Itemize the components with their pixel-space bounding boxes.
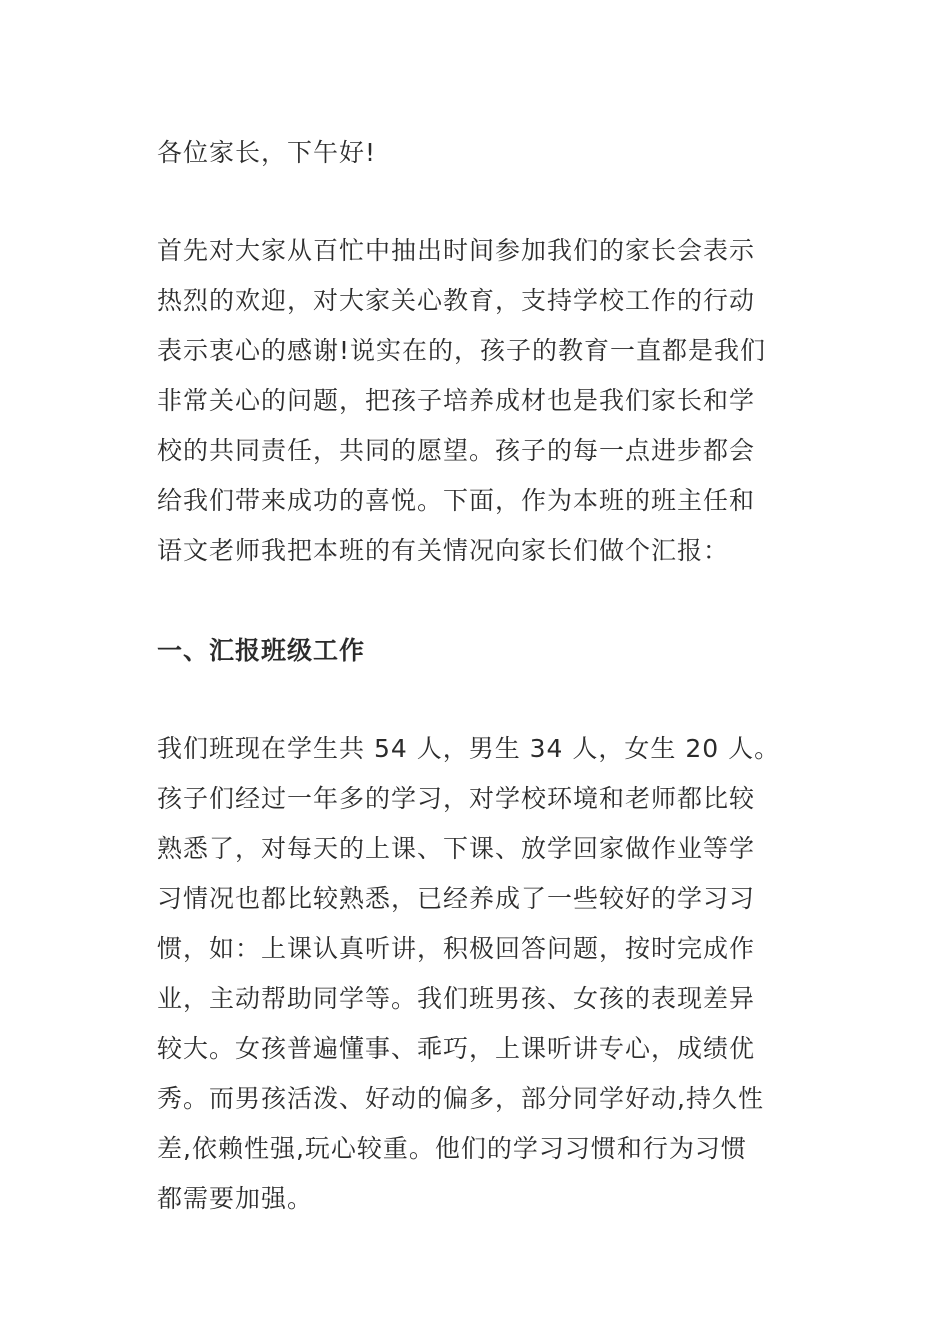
body-line: 秀。而男孩活泼、好动的偏多，部分同学好动,持久性 (157, 1084, 764, 1113)
body-line: 习情况也都比较熟悉，已经养成了一些较好的学习习 (157, 884, 756, 913)
intro-line: 热烈的欢迎，对大家关心教育，支持学校工作的行动 (157, 286, 756, 315)
intro-line: 首先对大家从百忙中抽出时间参加我们的家长会表示 (157, 236, 756, 265)
intro-line: 表示衷心的感谢!说实在的，孩子的教育一直都是我们 (157, 336, 767, 365)
body-line: 我们班现在学生共 54 人，男生 34 人，女生 20 人。 (157, 734, 781, 763)
intro-paragraph (157, 226, 797, 576)
intro-line: 语文老师我把本班的有关情况向家长们做个汇报： (157, 536, 730, 565)
document-page (157, 128, 797, 1224)
body-line: 业，主动帮助同学等。我们班男孩、女孩的表现差异 (157, 984, 756, 1013)
body-line: 差,依赖性强,玩心较重。他们的学习习惯和行为习惯 (157, 1134, 747, 1163)
intro-line: 给我们带来成功的喜悦。下面，作为本班的班主任和 (157, 486, 756, 515)
body-line: 都需要加强。 (157, 1184, 314, 1213)
intro-line: 校的共同责任，共同的愿望。孩子的每一点进步都会 (157, 436, 756, 465)
intro-line: 非常关心的问题，把孩子培养成材也是我们家长和学 (157, 386, 756, 415)
body-paragraph (157, 724, 797, 1224)
body-line: 熟悉了，对每天的上课、下课、放学回家做作业等学 (157, 834, 756, 863)
section-heading: 一、汇报班级工作 (157, 636, 366, 665)
body-line: 孩子们经过一年多的学习，对学校环境和老师都比较 (157, 784, 756, 813)
body-line: 惯，如：上课认真听讲，积极回答问题，按时完成作 (157, 934, 756, 963)
body-line: 较大。女孩普遍懂事、乖巧，上课听讲专心，成绩优 (157, 1034, 756, 1063)
greeting-line: 各位家长，下午好! (157, 138, 377, 167)
